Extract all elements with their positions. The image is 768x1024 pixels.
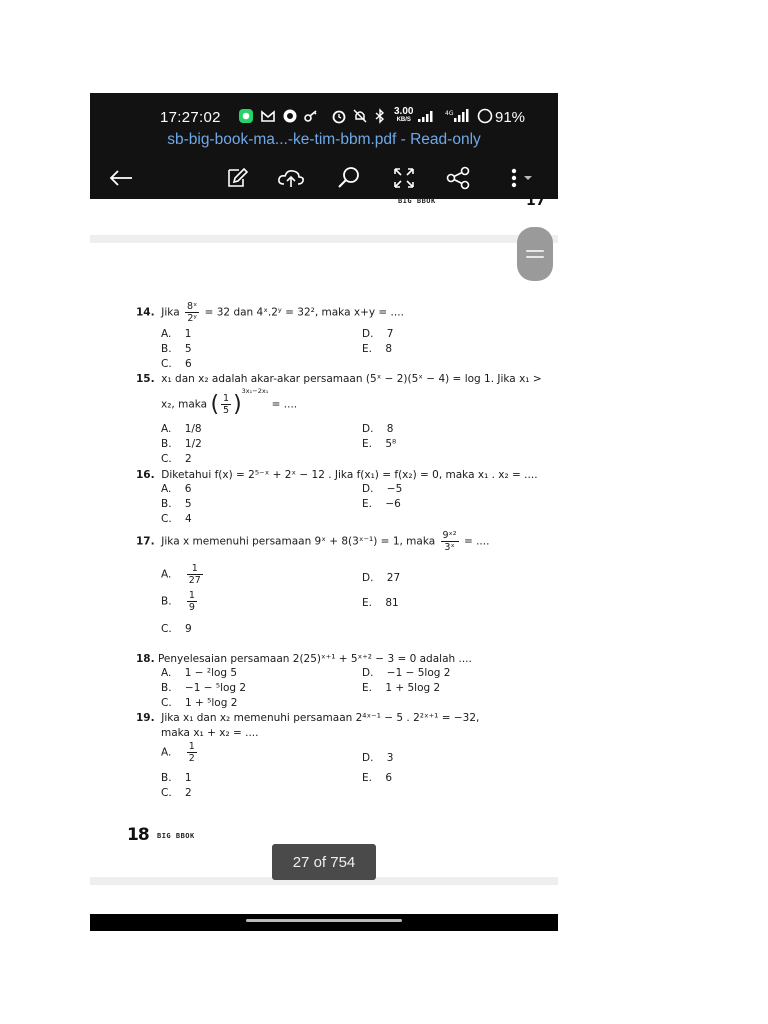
top-app-bar <box>90 93 558 199</box>
option: E. −6 <box>362 498 401 510</box>
option: C. 1 + ⁵log 2 <box>161 697 238 709</box>
option: C. 2 <box>161 453 192 465</box>
toolbar <box>90 157 558 197</box>
option: E. 81 <box>362 597 399 609</box>
option: E. 8 <box>362 343 393 355</box>
option: E. 6 <box>362 772 393 784</box>
option: B. 5 <box>161 498 192 510</box>
more-icon[interactable] <box>500 161 544 195</box>
battery-icon <box>477 108 493 128</box>
option: A. 1/8 <box>161 423 202 435</box>
fraction: $\frac{\text{8ˣ}}{\text{2ʸ}}$ <box>187 301 198 324</box>
expand-icon[interactable] <box>387 161 421 195</box>
option: D. −1 − 5log 2 <box>362 667 451 679</box>
option: D. 7 <box>362 328 394 340</box>
bottom-page-number: 18 <box>127 825 149 845</box>
svg-text:4G: 4G <box>445 110 454 117</box>
network-speed: 3.00 KB/S <box>394 106 414 123</box>
vpn-key-icon <box>303 108 319 128</box>
cloud-upload-icon[interactable] <box>274 161 308 195</box>
page-counter: 27 of 754 <box>272 844 376 880</box>
question-19: 19. Jika x₁ dan x₂ memenuhi persamaan 2⁴ˣ⁻¹ − 5 . 2²ˣ⁺¹ = −32, <box>136 712 480 724</box>
whatsapp-icon <box>238 108 254 128</box>
navigation-bar <box>90 914 558 931</box>
signal-4g-icon <box>445 108 477 128</box>
option: A. 6 <box>161 483 192 495</box>
option: B. 1 <box>161 772 192 784</box>
signal-icon <box>417 108 435 128</box>
option: A. $\frac{1}{27}$ <box>161 563 201 586</box>
question-19-line2: maka x₁ + x₂ = .... <box>161 727 259 739</box>
option: B. −1 − ⁵log 2 <box>161 682 247 694</box>
option: C. 6 <box>161 358 192 370</box>
top-page-number: 17 <box>526 193 546 209</box>
mute-icon <box>352 108 368 128</box>
option: D. 3 <box>362 752 394 764</box>
option: C. 2 <box>161 787 192 799</box>
option: C. 9 <box>161 623 192 635</box>
document-title: sb-big-book-ma...-ke-tim-bbm.pdf - Read-only <box>167 131 481 148</box>
option: C. 4 <box>161 513 192 525</box>
messenger-icon <box>282 108 298 128</box>
question-14: 14. Jika $\frac{\text{8ˣ}}{\text{2ʸ}}$ = 32 dan 4ˣ.2ʸ = 32², maka x+y = .... <box>136 301 404 324</box>
question-17: 17. Jika x memenuhi persamaan 9ˣ + 8(3ˣ⁻¹) = 1, maka $\frac{\text{9ˣ²}}{\text{3ˣ}}$ = .... <box>136 530 490 553</box>
bottom-header: BIG BBOK <box>157 832 195 840</box>
running-header: BIG BBOK <box>398 197 436 205</box>
option: E. 1 + 5log 2 <box>362 682 441 694</box>
option: E. 5⁸ <box>362 438 397 450</box>
search-icon[interactable] <box>332 161 366 195</box>
option: A. 1 <box>161 328 192 340</box>
question-18: 18. Penyelesaian persamaan 2(25)ˣ⁺¹ + 5ˣ⁺² − 3 = 0 adalah .... <box>136 653 472 665</box>
question-15: 15. x₁ dan x₂ adalah akar-akar persamaan (5ˣ − 2)(5ˣ − 4) = log 1. Jika x₁ > <box>136 373 542 385</box>
option: D. 8 <box>362 423 394 435</box>
option: A. $\frac{1}{2}$ <box>161 741 195 764</box>
question-16: 16. Diketahui f(x) = 2⁵⁻ˣ + 2ˣ − 12 . Jika f(x₁) = f(x₂) = 0, maka x₁ . x₂ = .... <box>136 469 538 481</box>
status-time: 17:27:02 <box>160 109 221 126</box>
scroll-handle[interactable] <box>517 227 553 281</box>
option: D. 27 <box>362 572 401 584</box>
option: D. −5 <box>362 483 403 495</box>
share-icon[interactable] <box>441 161 475 195</box>
gmail-icon <box>260 108 276 128</box>
option: B. $\frac{1}{9}$ <box>161 590 195 613</box>
option: A. 1 − ²log 5 <box>161 667 238 679</box>
home-gesture-bar[interactable] <box>246 919 402 922</box>
alarm-icon <box>331 108 347 128</box>
option: B. 1/2 <box>161 438 202 450</box>
status-bar <box>90 103 558 131</box>
battery-level: 91% <box>495 109 526 126</box>
page-separator <box>90 235 558 243</box>
edit-icon[interactable] <box>220 161 254 195</box>
phone-screen <box>90 93 558 931</box>
question-15-line2: x₂, maka ( $\frac{1}{5}$ )$^{3x_1-2x_1}$ = .... <box>161 387 298 417</box>
back-arrow-icon[interactable] <box>104 161 138 195</box>
bluetooth-icon <box>373 108 387 128</box>
pdf-page <box>90 193 558 916</box>
option: B. 5 <box>161 343 192 355</box>
